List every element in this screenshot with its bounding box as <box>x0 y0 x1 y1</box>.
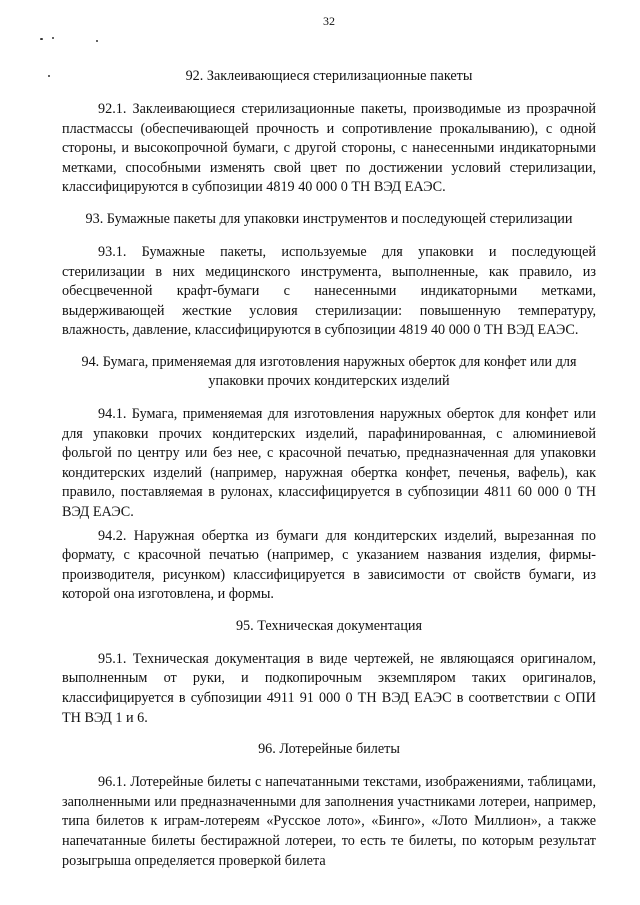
scan-speck <box>96 40 98 42</box>
scan-speck <box>48 75 50 77</box>
paragraph-93-1: 93.1. Бумажные пакеты, используемые для упаковки и последующей стерилизации в них медицинского инструмента, выполненные, как правило, из обесцвеченной крафт-бумаги с нанесенными индикаторными метками, выдерживающей жесткие условия стерилизации: повышенную температуру, влажность, давление, классифицируются в субпозиции 4819 40 000 0 ТН ВЭД ЕАЭС. <box>62 243 596 339</box>
paragraph-94-2: 94.2. Наружная обертка из бумаги для кондитерских изделий, вырезанная по формату, с красочной печатью (например, с указанием названия изделия, фирмы-производителя, рисунком) классифицируется в зависимости от свойств бумаги, из которой она изготовлена, и формы. <box>62 527 596 603</box>
section-heading-94: 94. Бумага, применяемая для изготовления наружных оберток для конфет или для упаковки прочих кондитерских изделий <box>81 353 577 389</box>
scan-speck <box>40 38 43 40</box>
page-number: 32 <box>323 14 335 28</box>
paragraph-96-1: 96.1. Лотерейные билеты с напечатанными текстами, изображениями, таблицами, заполненными или предназначенными для заполнения участниками лотереи, например, типа билетов к играм-лотереям «Русское лото», «Бинго», «Лото Миллион», а также напечатанные билеты бестиражной лотереи, то есть те билеты, по которым результат розыгрыша определяется проверкой билета <box>62 774 596 869</box>
paragraph-94-1: 94.1. Бумага, применяемая для изготовления наружных оберток для конфет или для упаковки прочих кондитерских изделий, парафинированная, с алюминиевой фольгой по центру или без нее, с красочной печатью, предназначенная для упаковки кондитерских изделий (например, наружная обертка конфет, печенья, вафель), как правило, поставляемая в рулонах, классифицируется в субпозиции 4811 60 000 0 ТН ВЭД ЕАЭС. <box>62 405 596 520</box>
section-heading-96: 96. Лотерейные билеты <box>258 741 400 758</box>
section-heading-95: 95. Техническая документация <box>235 617 423 634</box>
paragraph-92-1: 92.1. Заклеивающиеся стерилизационные пакеты, производимые из прозрачной пластмассы (обеспечивающей прочность и сопротивление прокалыванию), с одной стороны, и высокопрочной бумаги, с другой стороны, с нанесенными индикаторными метками, способными изменять свой цвет по достижении условий стерилизации, классифицируются в субпозиции 4819 40 000 0 ТН ВЭД ЕАЭС. <box>62 101 596 196</box>
scan-speck <box>52 37 54 39</box>
section-heading-93: 93. Бумажные пакеты для упаковки инструментов и последующей стерилизации <box>85 210 573 227</box>
paragraph-95-1: 95.1. Техническая документация в виде чертежей, не являющаяся оригиналом, выполненным от руки, и подкопирочным экземпляром таких оригиналов, классифицируется в субпозиции 4911 91 000 0 ТН ВЭД ЕАЭС в соответствии с ОПИ ТН ВЭД 1 и 6. <box>62 650 596 726</box>
section-heading-92: 92. Заклеивающиеся стерилизационные пакеты <box>185 68 473 84</box>
